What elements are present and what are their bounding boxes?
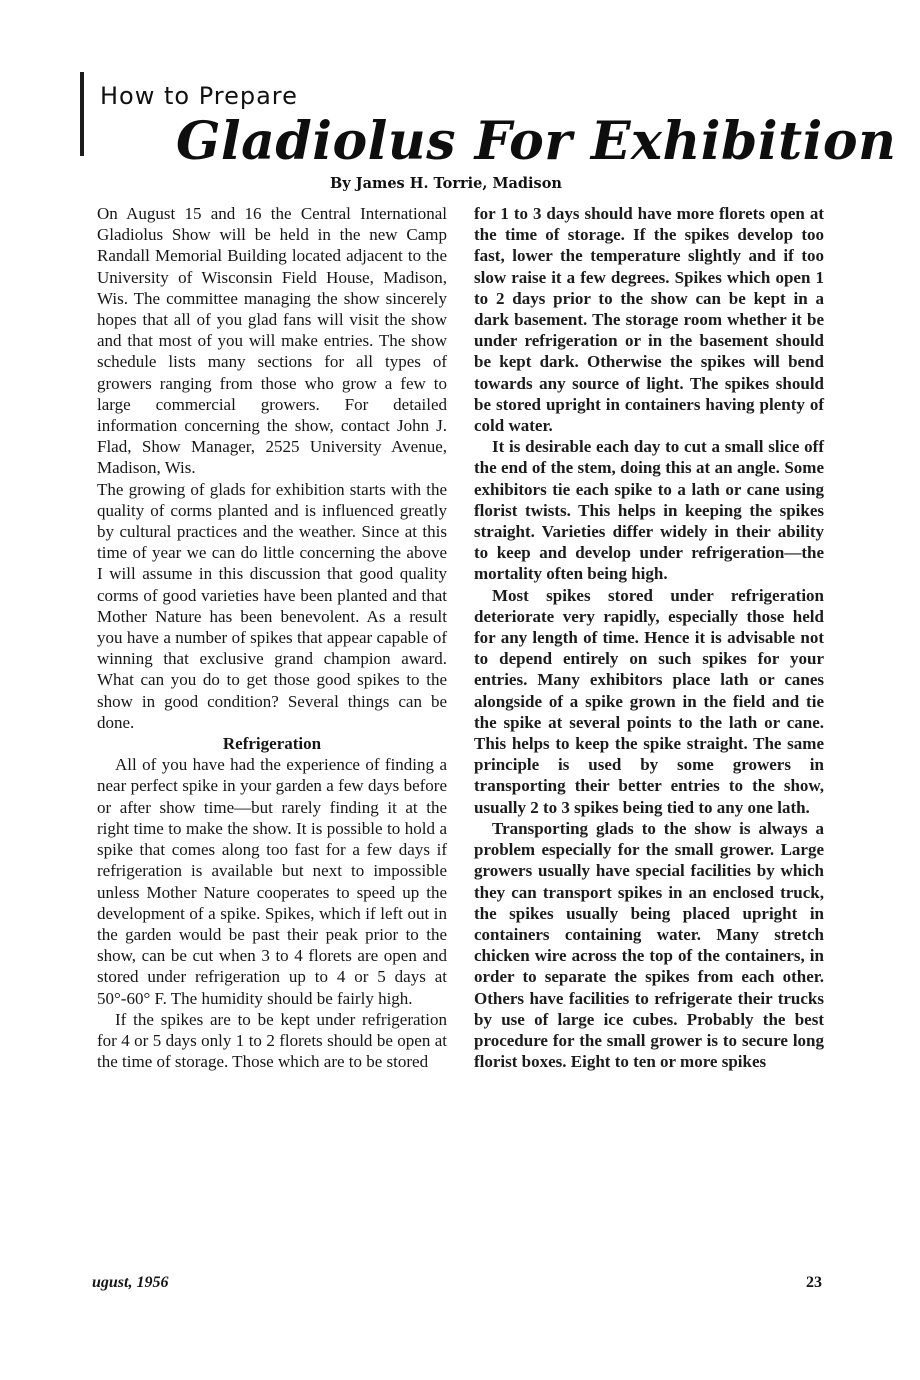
- paragraph: If the spikes are to be kept under refrigeration for 4 or 5 days only 1 to 2 florets should be open at the time of storage. Those which are to be stored: [97, 1009, 447, 1072]
- paragraph: Most spikes stored under refrigeration deteriorate very rapidly, especially those held for any length of time. Hence it is advisable not to depend entirely on such spikes for your entries. Many exhibitors place lath or canes alongside of a spike grown in the field and tie the spike at several points to the lath or cane. This helps to keep the spike straight. The same principle is used by some growers in transporting their better entries to the show, usually 2 to 3 spikes being tied to any one lath.: [474, 585, 824, 817]
- article-byline: By James H. Torrie, Madison: [330, 175, 562, 192]
- paragraph: Transporting glads to the show is always a problem especially for the small grower. Large growers usually have special facilities by which they can transport spikes in an enclosed truck, the spikes usually being placed upright in containers containing water. Many stretch chicken wire across the top of the containers, in order to separate the spikes from each other. Others have facilities to refrigerate their trucks by use of large ice cubes. Probably the best procedure for the small grower is to secure long florist boxes. Eight to ten or more spikes: [474, 818, 824, 1072]
- article-column-left: [97, 203, 447, 1072]
- header-rule: [80, 72, 84, 156]
- article-kicker: How to Prepare: [100, 82, 298, 110]
- paragraph: for 1 to 3 days should have more florets open at the time of storage. If the spikes develop too fast, lower the temperature slightly and if too slow raise it a few degrees. Spikes which open 1 to 2 days prior to the show can be kept in a dark basement. The storage room whether it be under refrigeration or in the basement should be kept dark. Otherwise the spikes will bend towards any source of light. The spikes should be stored upright in containers having plenty of cold water.: [474, 204, 824, 436]
- paragraph: On August 15 and 16 the Central International Gladiolus Show will be held in the new Camp Randall Memorial Building located adjacent to the University of Wisconsin Field House, Madison, Wis. The committee managing the show sincerely hopes that all of you glad fans will visit the show and that most of you will make entries. The show schedule lists many sections for all types of growers ranging from those who grow a few to large commercial growers. For detailed information concerning the show, contact John J. Flad, Show Manager, 2525 University Avenue, Madison, Wis.: [97, 204, 447, 478]
- footer-date: ugust, 1956: [92, 1274, 169, 1291]
- section-heading-refrigeration: Refrigeration: [222, 734, 322, 754]
- page-number: 23: [806, 1274, 822, 1291]
- paragraph: All of you have had the experience of finding a near perfect spike in your garden a few days before or after show time—but rarely finding it at the right time to make the show. It is possible to hold a spike that comes along too fast for a few days if refrigeration is available but next to impossible unless Mother Nature cooperates to speed up the development of a spike. Spikes, which if left out in the garden would be past their peak prior to the show, can be cut when 3 to 4 florets are open and stored under refrigeration up to 4 or 5 days at 50°-60° F. The humidity should be fairly high.: [97, 755, 447, 1008]
- paragraph: It is desirable each day to cut a small slice off the end of the stem, doing this at an angle. Some exhibitors tie each spike to a lath or cane using florist twists. This helps in keeping the spikes straight. Varieties differ widely in their ability to keep and develop under refrigeration—the mortality often being high.: [474, 437, 824, 584]
- article-column-right: [474, 203, 824, 1072]
- article-title: Gladiolus For Exhibition: [176, 111, 897, 172]
- paragraph: The growing of glads for exhibition starts with the quality of corms planted and is influenced greatly by cultural practices and the weather. Since at this time of year we can do little concerning the above I will assume in this discussion that good quality corms of good varieties have been planted and that Mother Nature has been benevolent. As a result you have a number of spikes that appear capable of winning that exclusive grand champion award. What can you do to get those good spikes to the show in good condition? Several things can be done.: [97, 479, 447, 732]
